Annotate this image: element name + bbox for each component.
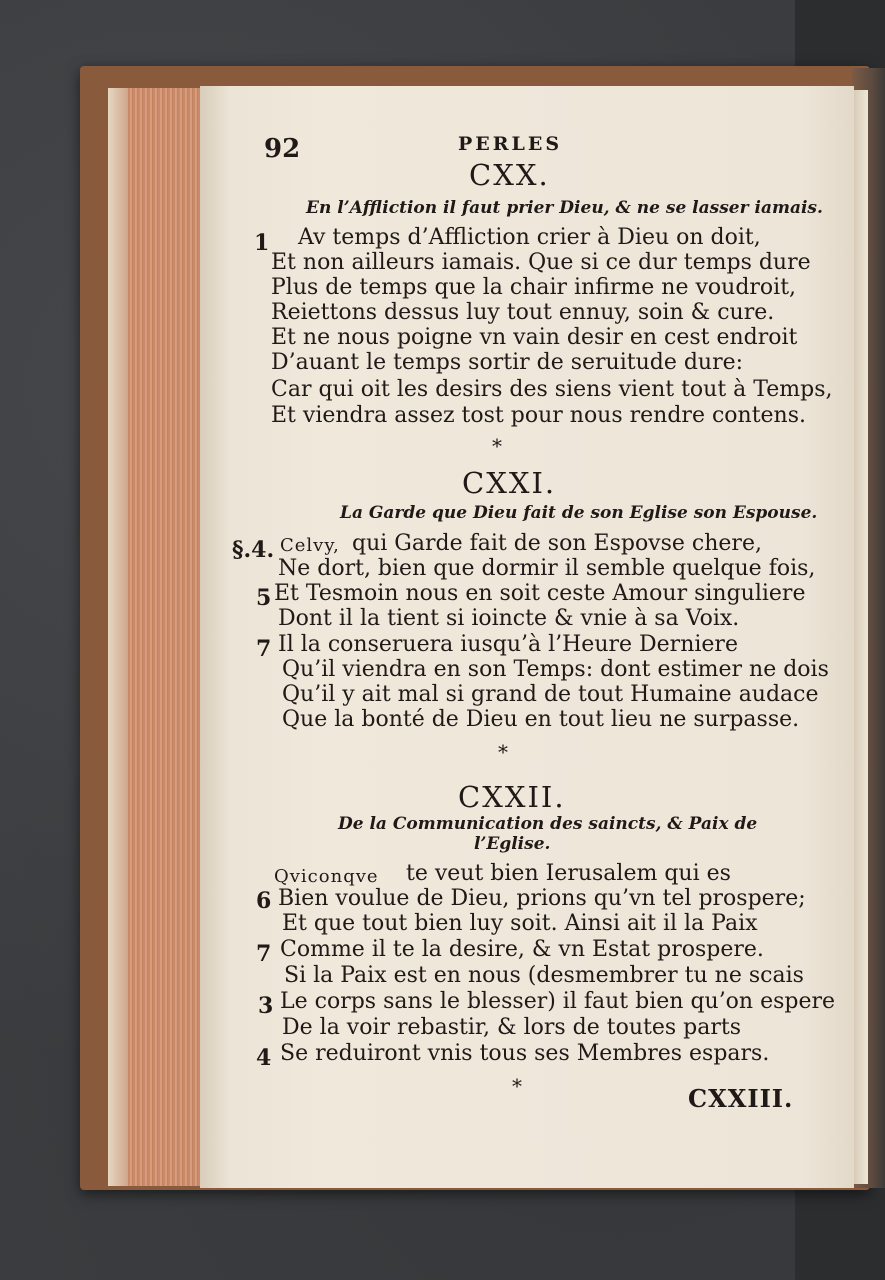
poem-line: Que la bonté de Dieu en tout lieu ne surpasse. (282, 707, 800, 732)
verse-number: 5 (256, 585, 272, 611)
poem-line: Plus de temps que la chair infirme ne voudroit, (271, 275, 797, 300)
poem-line: D’auant le temps sortir de seruitude dure: (271, 350, 744, 375)
poem-line: te veut bien Ierusalem qui es (406, 861, 731, 886)
section-title-cxxii: CXXII. (458, 780, 566, 814)
verse-number: §.4. (232, 537, 275, 563)
ornament-asterisk: * (512, 1074, 522, 1098)
catchword: CXXIII. (688, 1084, 794, 1113)
page-number: 92 (264, 134, 301, 164)
verse-number: 7 (256, 636, 272, 662)
ornament-asterisk: * (498, 740, 508, 764)
poem-line: Et viendra assez tost pour nous rendre contens. (271, 403, 807, 428)
section-subtitle-cxxii-line1: De la Communication des saincts, & Paix de (338, 814, 758, 834)
poem-line: Bien voulue de Dieu, prions qu’vn tel prospere; (278, 886, 806, 911)
poem-line: Dont il la tient si ioincte & vnie à sa Voix. (278, 606, 740, 631)
verse-number: 6 (256, 888, 272, 914)
poem-line: Reiettons dessus luy tout ennuy, soin & cure. (271, 300, 775, 325)
section-subtitle-cxx: En l’Affliction il faut prier Dieu, & ne se lasser iamais. (306, 198, 823, 218)
poem-line: Se reduiront vnis tous ses Membres espars. (280, 1041, 770, 1066)
section-subtitle-cxxii-line2: l’Eglise. (474, 834, 551, 854)
poem-line: Si la Paix est en nous (desmembrer tu ne scais (284, 963, 804, 988)
poem-line: Et non ailleurs iamais. Que si ce dur temps dure (271, 250, 811, 275)
poem-line: Ne dort, bien que dormir il semble quelque fois, (278, 556, 816, 581)
facing-page-sliver (854, 90, 868, 1184)
poem-line: Et que tout bien luy soit. Ainsi ait il la Paix (282, 911, 758, 936)
poem-line: Et ne nous poigne vn vain desir en cest endroit (271, 325, 798, 350)
poem-line: Il la conseruera iusqu’à l’Heure Derniere (278, 632, 738, 657)
poem-line: Le corps sans le blesser) il faut bien qu’on espere (280, 989, 836, 1014)
page-block-shade (108, 88, 128, 1186)
verse-number: 7 (256, 941, 272, 967)
initial-word: Qviconqve (274, 866, 379, 887)
verse-number: 3 (258, 993, 274, 1019)
section-title-cxx: CXX. (469, 158, 550, 192)
running-head: PERLES (458, 133, 563, 155)
poem-line: Qu’il y ait mal si grand de tout Humaine audace (282, 682, 819, 707)
poem-line: Car qui oit les desirs des siens vient tout à Temps, (271, 377, 833, 402)
verse-number: 1 (254, 230, 270, 256)
poem-line: Qu’il viendra en son Temps: dont estimer ne dois (282, 657, 829, 682)
poem-line: De la voir rebastir, & lors de toutes parts (282, 1015, 742, 1040)
ornament-asterisk: * (492, 434, 502, 458)
poem-line: qui Garde fait de son Espovse chere, (352, 531, 762, 556)
section-title-cxxi: CXXI. (462, 466, 557, 500)
poem-line: Av temps d’Affliction crier à Dieu on doit, (298, 225, 761, 250)
initial-word: Celvy, (280, 535, 340, 556)
section-subtitle-cxxi: La Garde que Dieu fait de son Eglise son Espouse. (340, 503, 818, 523)
poem-line: Et Tesmoin nous en soit ceste Amour singuliere (274, 581, 806, 606)
verse-number: 4 (256, 1045, 272, 1071)
poem-line: Comme il te la desire, & vn Estat prospere. (280, 937, 764, 962)
